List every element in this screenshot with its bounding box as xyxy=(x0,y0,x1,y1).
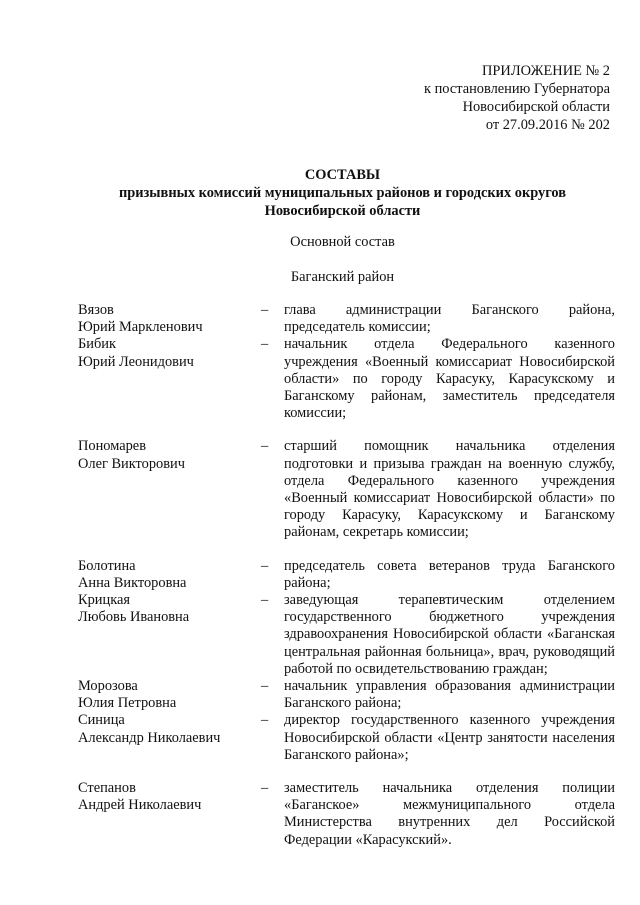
member-row xyxy=(78,438,615,541)
member-given-name: Любовь Ивановна xyxy=(78,609,190,626)
appendix-header xyxy=(360,62,610,134)
member-name xyxy=(78,302,261,336)
appendix-number: ПРИЛОЖЕНИЕ № 2 xyxy=(482,63,610,79)
member-given-name: Анна Викторовна xyxy=(78,574,187,591)
member-row xyxy=(78,558,615,592)
member-surname: Степанов xyxy=(78,780,136,797)
member-name xyxy=(78,558,261,592)
dash-separator: – xyxy=(261,592,269,609)
member-row xyxy=(78,678,615,712)
member-given-name: Александр Николаевич xyxy=(78,729,221,746)
member-role: глава администрации Баганского района, председатель комиссии; xyxy=(284,302,615,336)
appendix-region-line: Новосибирской области xyxy=(462,99,610,115)
member-role: заместитель начальника отделения полиции «Баганское» межмуниципального отдела Министерства внутренних дел Российской Федерации «Карасукский». xyxy=(284,780,615,848)
member-name xyxy=(78,438,261,541)
dash-separator: – xyxy=(261,336,269,353)
dash-separator: – xyxy=(261,557,269,574)
member-name xyxy=(78,678,261,712)
member-given-name: Олег Викторович xyxy=(78,455,185,472)
title-line-1: СОСТАВЫ xyxy=(304,167,381,183)
composition-label: Основной состав xyxy=(290,234,395,250)
title-line-3: Новосибирской области xyxy=(264,203,421,219)
member-row xyxy=(78,336,615,422)
member-role: старший помощник начальника отделения подготовки и призыва граждан на военную службу, отдела Федерального казенного учреждения «Военный комиссариат Новосибирской области» по городу Карасуку, Карасукскому и Баганскому районам, секретарь комиссии; xyxy=(284,438,615,541)
member-role: начальник отдела Федерального казенного учреждения «Военный комиссариат Новосибирской области» по городу Карасуку, Карасукскому и Баганскому районам, заместитель председателя комиссии; xyxy=(284,336,615,422)
member-given-name: Юрий Леонидович xyxy=(78,353,194,370)
member-surname: Крицкая xyxy=(78,592,130,609)
member-surname: Болотина xyxy=(78,557,136,574)
member-surname: Вязов xyxy=(78,302,114,318)
dash-separator: – xyxy=(261,302,269,318)
member-surname: Синица xyxy=(78,712,125,729)
member-row xyxy=(78,592,615,678)
dash-separator: – xyxy=(261,678,269,695)
member-given-name: Юлия Петровна xyxy=(78,695,177,712)
member-role: директор государственного казенного учреждения Новосибирской области «Центр занятости населения Баганского района»; xyxy=(284,712,615,763)
members-list xyxy=(78,302,615,849)
member-role: заведующая терапевтическим отделением государственного бюджетного учреждения здравоохранения Новосибирской области «Баганская центральная районная больница», врач, руководящий работой по освидетельствованию граждан; xyxy=(284,592,615,677)
dash-separator: – xyxy=(261,712,269,729)
member-surname: Бибик xyxy=(78,336,116,353)
dash-separator: – xyxy=(261,438,269,455)
appendix-resolution-line: к постановлению Губернатора xyxy=(424,81,610,97)
district-name: Баганский район xyxy=(290,269,395,285)
member-surname: Пономарев xyxy=(78,438,146,455)
title-line-2: призывных комиссий муниципальных районов и городских округов xyxy=(118,185,567,201)
member-role: председатель совета ветеранов труда Баганского района; xyxy=(284,557,615,591)
member-given-name: Юрий Маркленович xyxy=(78,319,203,336)
dash-separator: – xyxy=(261,780,269,797)
member-name xyxy=(78,592,261,678)
member-row xyxy=(78,302,615,336)
member-role: начальник управления образования администрации Баганского района; xyxy=(284,678,615,712)
appendix-date-number: от 27.09.2016 № 202 xyxy=(485,117,610,133)
member-name xyxy=(78,712,261,764)
member-given-name: Андрей Николаевич xyxy=(78,797,202,814)
member-row xyxy=(78,780,615,849)
document-title xyxy=(70,166,615,220)
member-name xyxy=(78,336,261,422)
member-surname: Морозова xyxy=(78,678,138,695)
member-name xyxy=(78,780,261,849)
member-row xyxy=(78,712,615,764)
